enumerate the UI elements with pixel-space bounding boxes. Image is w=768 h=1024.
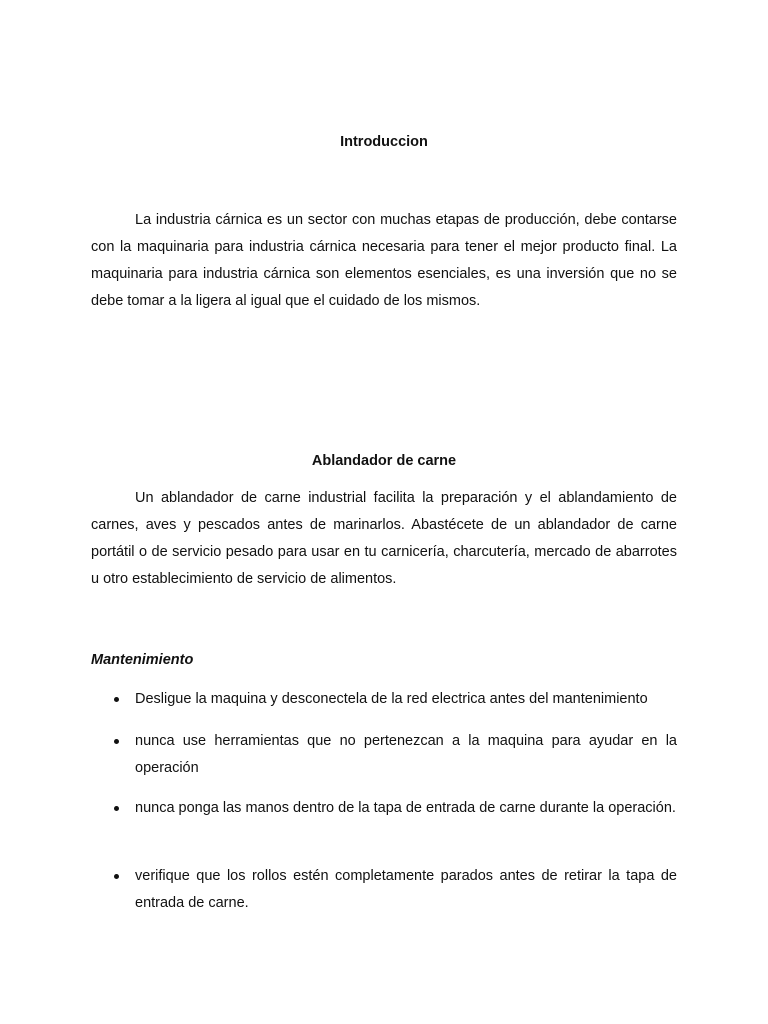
list-item bbox=[135, 728, 677, 782]
list-item bbox=[135, 863, 677, 917]
list-item-text: nunca ponga las manos dentro de la tapa de entrada de carne durante la operación. bbox=[135, 800, 676, 816]
bullet-icon bbox=[114, 806, 119, 811]
bullet-icon bbox=[114, 697, 119, 702]
ablandador-heading: Ablandador de carne bbox=[311, 453, 457, 469]
list-item bbox=[135, 795, 677, 822]
bullet-icon bbox=[114, 874, 119, 879]
ablandador-paragraph: Un ablandador de carne industrial facilita la preparación y el ablandamiento de carnes, aves y pescados antes de marinarlos. Abastécete de un ablandador de carne portátil o de servicio pesado para usar en tu carnicería, charcutería, mercado de abarrotes u otro establecimiento de servicio de alimentos. bbox=[91, 490, 677, 587]
intro-heading: Introduccion bbox=[340, 134, 428, 150]
bullet-icon bbox=[114, 739, 119, 744]
mantenimiento-heading: Mantenimiento bbox=[91, 652, 194, 668]
list-item-text: Desligue la maquina y desconectela de la red electrica antes del mantenimiento bbox=[135, 691, 648, 707]
list-item-text: verifique que los rollos estén completamente parados antes de retirar la tapa de entrada de carne. bbox=[135, 868, 677, 911]
list-item bbox=[135, 686, 677, 713]
list-item-text: nunca use herramientas que no pertenezcan a la maquina para ayudar en la operación bbox=[135, 733, 677, 776]
intro-paragraph: La industria cárnica es un sector con muchas etapas de producción, debe contarse con la maquinaria para industria cárnica necesaria para tener el mejor producto final. La maquinaria para industria cárnica son elementos esenciales, es una inversión que no se debe tomar a la ligera al igual que el cuidado de los mismos. bbox=[91, 212, 677, 309]
